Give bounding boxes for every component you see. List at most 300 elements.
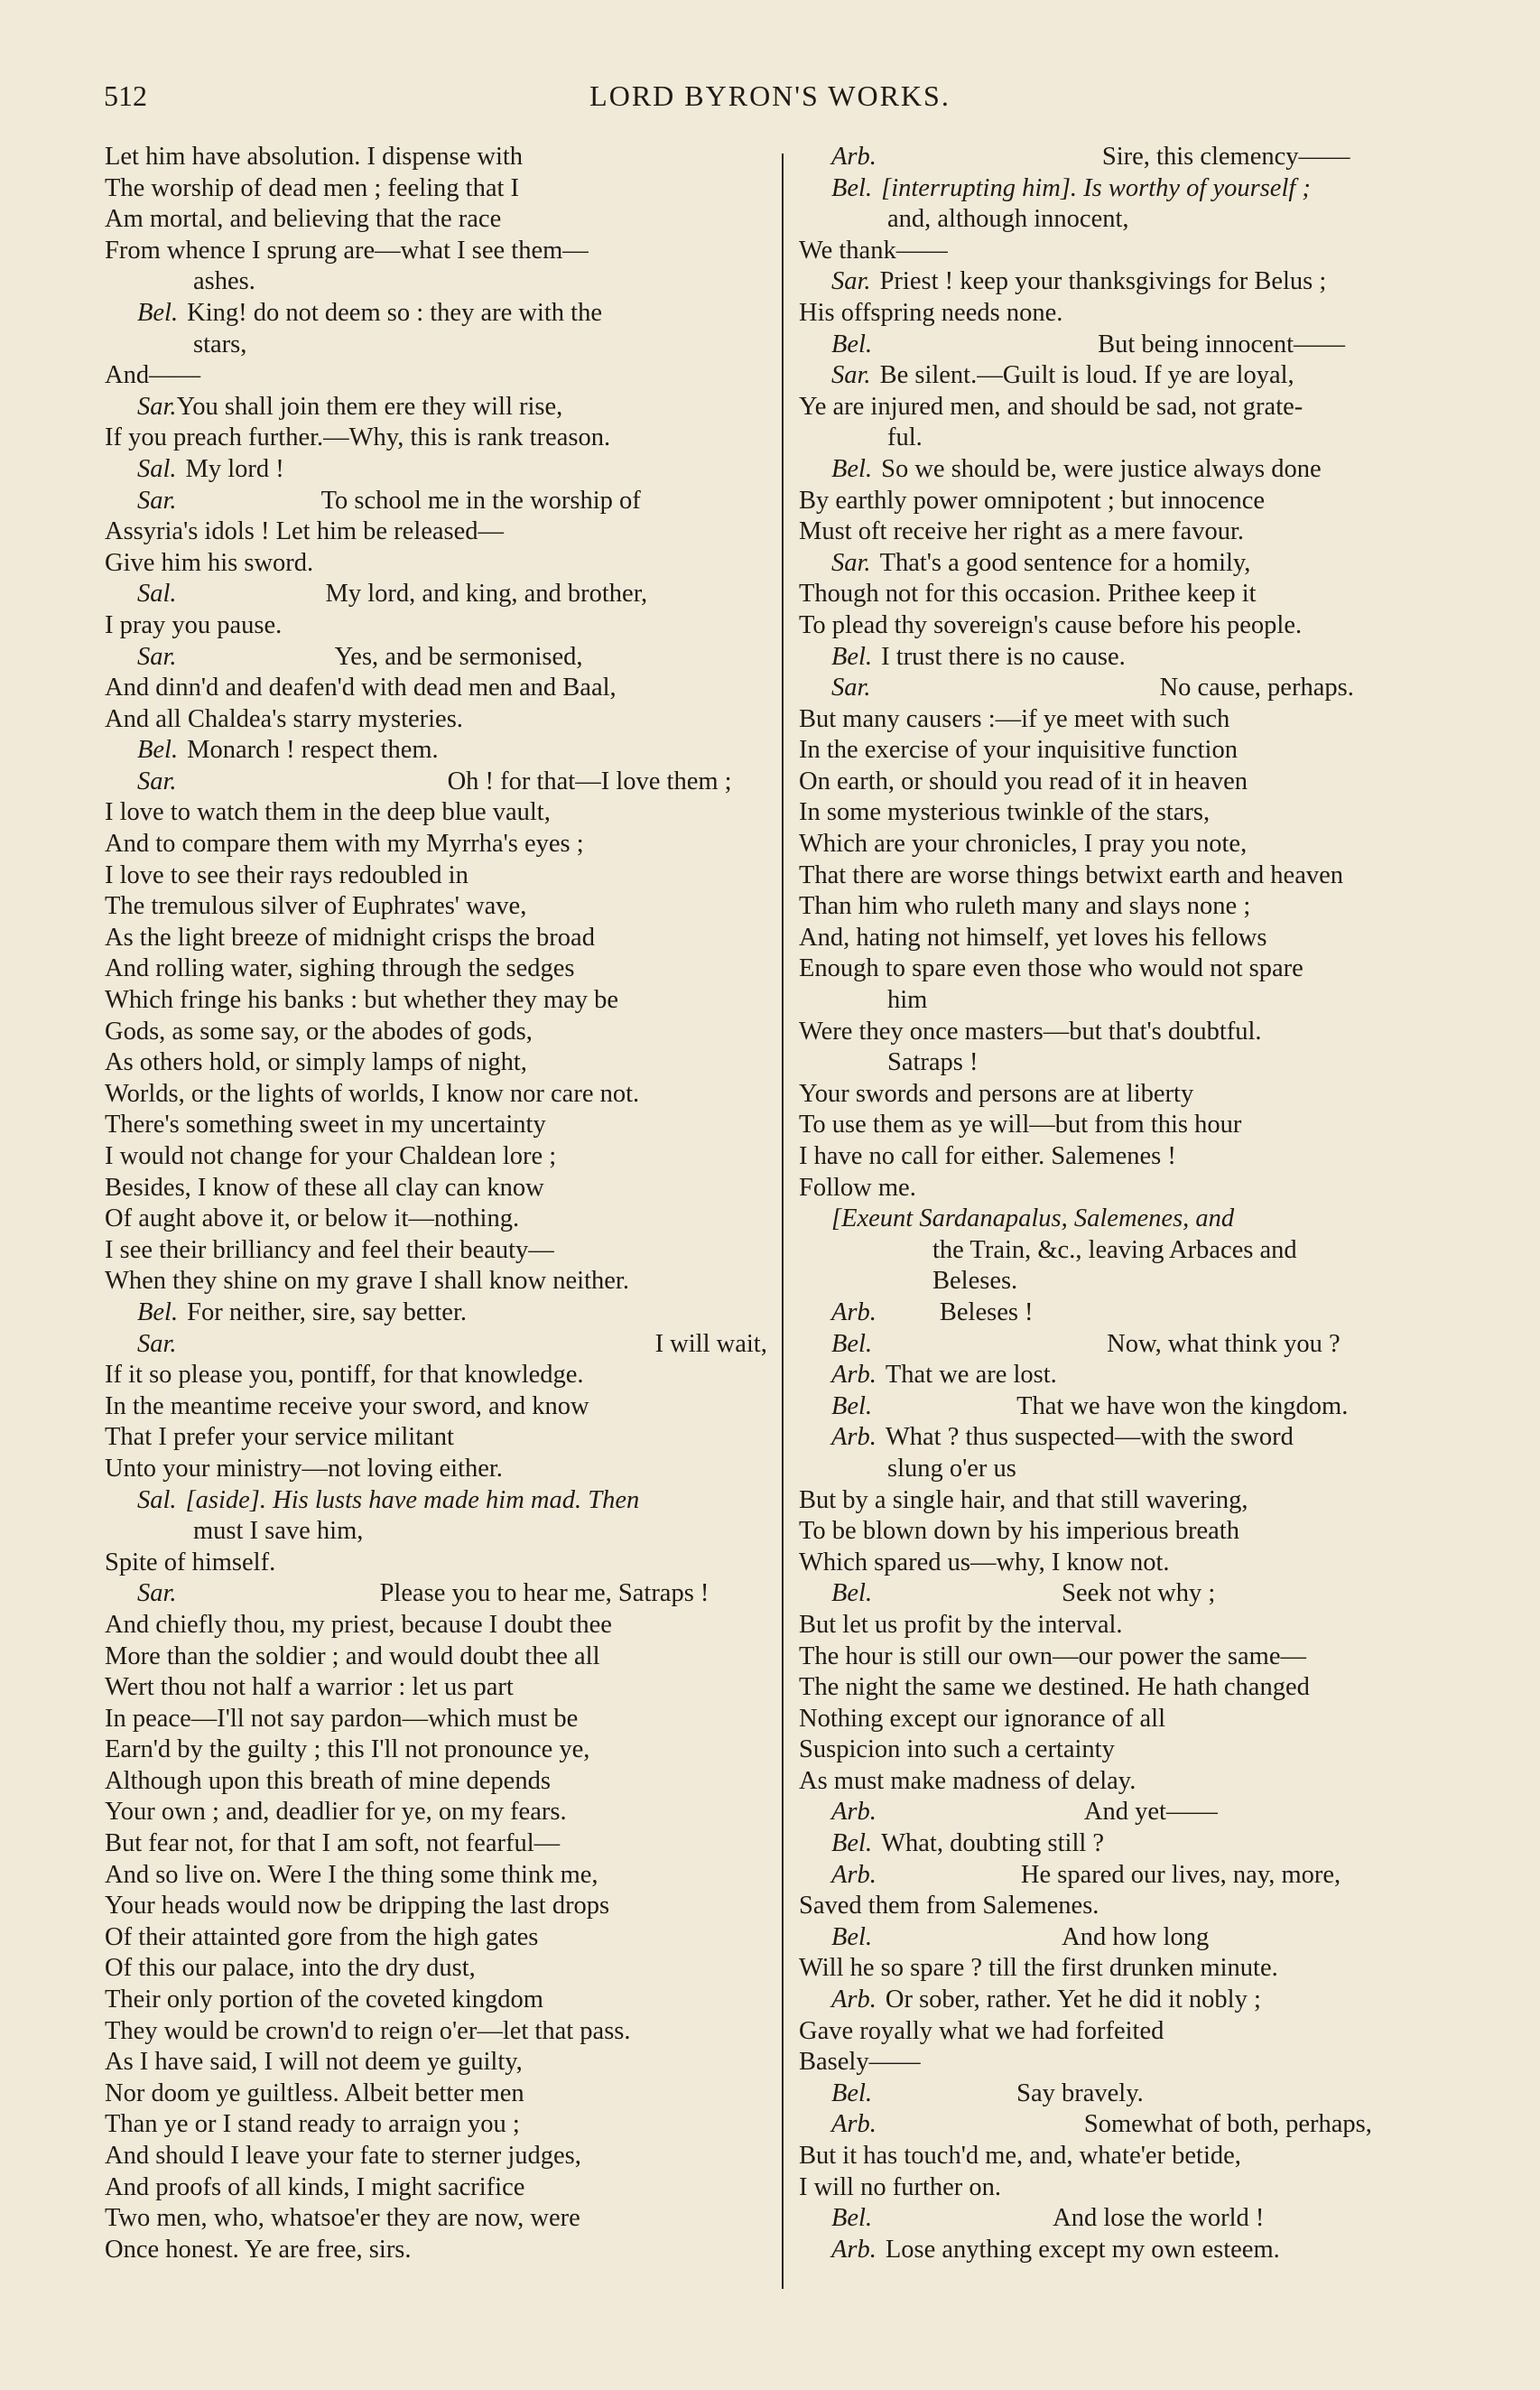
line-text: The night the same we destined. He hath changed: [799, 1673, 1310, 1702]
line-text: I see their brilliancy and feel their beauty—: [105, 1235, 554, 1264]
line-text: We thank——: [799, 236, 948, 265]
text-line: [105, 204, 775, 236]
page-number: 512: [104, 79, 147, 112]
text-line: [105, 266, 775, 298]
line-text: [interrupting him]. Is worthy of yourself ;: [881, 173, 1311, 202]
line-text: The worship of dead men ; feeling that I: [105, 173, 520, 202]
text-line: [799, 2016, 1462, 2048]
line-text: But many causers :—if ye meet with such: [799, 704, 1230, 733]
line-text: And all Chaldea's starry mysteries.: [105, 704, 463, 733]
line-text: Let him have absolution. I dispense with: [105, 143, 524, 171]
line-text: Say bravely.: [1016, 2078, 1144, 2107]
line-text: To use them as ye will—but from this hour: [799, 1111, 1242, 1139]
line-text: Of their attainted gore from the high gates: [105, 1922, 539, 1951]
text-line: [799, 2109, 1462, 2141]
line-text: Satraps !: [887, 1048, 979, 1077]
line-text: In the meantime receive your sword, and know: [105, 1391, 589, 1420]
speaker-name: Arb.: [831, 2110, 877, 2139]
line-text: ashes.: [193, 267, 255, 296]
line-text: I trust there is no cause.: [881, 642, 1126, 671]
line-text: And yet——: [1083, 1798, 1218, 1827]
line-text: Beleses !: [939, 1297, 1034, 1326]
line-text: As I have said, I will not deem ye guilty,: [105, 2048, 523, 2077]
text-line: [105, 486, 775, 517]
text-line: [799, 985, 1462, 1017]
line-text: Gave royally what we had forfeited: [799, 2016, 1164, 2045]
text-line: [799, 1828, 1462, 1860]
text-line: [105, 548, 775, 580]
speaker-name: Sar.: [137, 486, 177, 515]
line-text: The hour is still our own—our power the same—: [799, 1641, 1306, 1670]
speaker-name: Arb.: [831, 1361, 877, 1390]
speaker-name: Sar.: [831, 361, 871, 390]
line-text: As must make madness of delay.: [799, 1766, 1136, 1795]
line-text: Besides, I know of these all clay can know: [105, 1173, 544, 1202]
text-line: [799, 330, 1462, 361]
text-line: [105, 2203, 775, 2235]
line-text: [aside]. His lusts have made him mad. Then: [185, 1485, 640, 1514]
text-line: [105, 767, 775, 798]
text-line: [105, 392, 775, 423]
text-line: [799, 797, 1462, 829]
text-line: [799, 1704, 1462, 1735]
line-text: But let us profit by the interval.: [799, 1610, 1123, 1639]
text-line: [799, 298, 1462, 330]
speaker-name: Sal.: [137, 454, 177, 483]
line-text: Be silent.—Guilt is loud. If ye are loyal,: [879, 361, 1294, 390]
line-text: Saved them from Salemenes.: [799, 1892, 1099, 1920]
line-text: In some mysterious twinkle of the stars,: [799, 798, 1211, 827]
speaker-name: Sar.: [137, 642, 177, 671]
line-text: and, although innocent,: [887, 205, 1129, 234]
text-line: [105, 1548, 775, 1579]
speaker-name: Sar.: [831, 267, 871, 296]
text-line: [799, 891, 1462, 923]
line-text: More than the soldier ; and would doubt thee all: [105, 1641, 600, 1670]
line-text: Worlds, or the lights of worlds, I know nor care not.: [105, 1079, 640, 1108]
text-line: [105, 298, 775, 330]
text-line: [105, 1110, 775, 1141]
line-text: Their only portion of the coveted kingdom: [105, 1985, 543, 2014]
speaker-name: Bel.: [831, 642, 873, 671]
line-text: Must oft receive her right as a mere favour.: [799, 517, 1245, 546]
text-line: [105, 1047, 775, 1079]
line-text: So we should be, were justice always done: [881, 454, 1322, 483]
text-line: [799, 2078, 1462, 2110]
line-text: Earn'd by the guilty ; this I'll not pronounce ye,: [105, 1735, 590, 1764]
speaker-name: Bel.: [137, 1297, 179, 1326]
line-text: Once honest. Ye are free, sirs.: [105, 2235, 412, 2264]
text-line: [799, 1017, 1462, 1048]
text-line: [799, 1204, 1462, 1235]
text-line: [799, 1578, 1462, 1610]
line-text: My lord, and king, and brother,: [325, 580, 648, 609]
text-line: [799, 1329, 1462, 1361]
text-line: [105, 579, 775, 610]
line-text: Monarch ! respect them.: [187, 736, 439, 765]
line-text: Will he so spare ? till the first drunken minute.: [799, 1954, 1278, 1983]
line-text: Wert thou not half a warrior : let us part: [105, 1673, 514, 1702]
text-line: [799, 1391, 1462, 1423]
line-text: Were they once masters—but that's doubtful.: [799, 1017, 1262, 1046]
speaker-name: Arb.: [831, 1985, 877, 2014]
text-line: [799, 1610, 1462, 1641]
text-line: [799, 423, 1462, 454]
line-text: There's something sweet in my uncertainty: [105, 1111, 546, 1139]
text-line: [105, 735, 775, 767]
text-line: [799, 486, 1462, 517]
text-line: [105, 985, 775, 1017]
text-line: [105, 1672, 775, 1704]
text-line: [799, 1110, 1462, 1141]
line-text: And chiefly thou, my priest, because I doubt thee: [105, 1610, 612, 1639]
text-line: [105, 1422, 775, 1454]
line-text: And should I leave your fate to sterner judges,: [105, 2142, 581, 2170]
speaker-name: Bel.: [831, 1579, 873, 1608]
line-text: If it so please you, pontiff, for that knowledge.: [105, 1361, 584, 1390]
text-line: [105, 1578, 775, 1610]
line-text: That we have won the kingdom.: [1016, 1391, 1349, 1420]
text-line: [799, 1141, 1462, 1173]
text-line: [799, 1766, 1462, 1798]
text-line: [105, 2235, 775, 2266]
text-line: [799, 1953, 1462, 1985]
line-text: Sire, this clemency——: [1101, 143, 1350, 171]
text-line: [105, 704, 775, 736]
line-text: And so live on. Were I the thing some think me,: [105, 1860, 598, 1889]
text-line: [799, 392, 1462, 423]
line-text: My lord !: [185, 454, 284, 483]
text-line: [105, 236, 775, 267]
text-line: [105, 1266, 775, 1297]
line-text: must I save him,: [193, 1517, 364, 1546]
text-line: [799, 1079, 1462, 1111]
text-line: [105, 860, 775, 892]
text-line: [105, 953, 775, 985]
text-line: [105, 1704, 775, 1735]
line-text: Two men, who, whatsoe'er they are now, were: [105, 2204, 580, 2233]
line-text: Now, what think you ?: [1107, 1329, 1341, 1358]
speaker-name: Bel.: [831, 1329, 873, 1358]
text-line: [799, 1047, 1462, 1079]
column-divider: [782, 153, 784, 2289]
line-text: Yes, and be sermonised,: [334, 642, 583, 671]
text-line: [105, 1235, 775, 1267]
line-text: Nor doom ye guiltless. Albeit better men: [105, 2078, 524, 2107]
line-text: Of aught above it, or below it—nothing.: [105, 1204, 520, 1233]
text-line: [799, 642, 1462, 674]
text-line: [799, 1985, 1462, 2016]
line-text: Nothing except our ignorance of all: [799, 1704, 1165, 1733]
line-text: And dinn'd and deafen'd with dead men and Baal,: [105, 674, 617, 702]
speaker-name: Bel.: [831, 1829, 873, 1858]
text-line: [105, 797, 775, 829]
line-text: Which fringe his banks : but whether they may be: [105, 986, 619, 1015]
text-line: [799, 1516, 1462, 1548]
running-title: LORD BYRON'S WORKS.: [589, 79, 951, 112]
text-line: [105, 642, 775, 674]
line-text: Than ye or I stand ready to arraign you ;: [105, 2110, 520, 2139]
speaker-name: Sar.: [137, 1329, 177, 1358]
line-text: Assyria's idols ! Let him be released—: [105, 517, 505, 546]
text-line: [799, 860, 1462, 892]
line-text: Than him who ruleth many and slays none ;: [799, 892, 1251, 921]
text-line: [799, 1860, 1462, 1892]
line-text: I will no further on.: [799, 2172, 1001, 2201]
line-text: That there are worse things betwixt earth and heaven: [799, 860, 1344, 889]
speaker-name: Sar.: [831, 674, 871, 702]
line-text: That's a good sentence for a homily,: [879, 548, 1251, 577]
line-text: But by a single hair, and that still wavering,: [799, 1485, 1248, 1514]
text-line: [105, 1173, 775, 1204]
speaker-name: Bel.: [831, 454, 873, 483]
speaker-name: Bel.: [137, 736, 179, 765]
speaker-name: Bel.: [831, 1922, 873, 1951]
text-line: [105, 2078, 775, 2110]
line-text: On earth, or should you read of it in heaven: [799, 767, 1248, 795]
text-line: [799, 236, 1462, 267]
text-line: [105, 360, 775, 392]
text-line: [105, 923, 775, 954]
speaker-name: Bel.: [831, 1391, 873, 1420]
line-text: Follow me.: [799, 1173, 916, 1202]
text-line: [799, 2235, 1462, 2266]
text-line: [799, 548, 1462, 580]
line-text: Priest ! keep your thanksgivings for Belus ;: [879, 267, 1327, 296]
text-line: [105, 1017, 775, 1048]
line-text: I have no call for either. Salemenes !: [799, 1142, 1176, 1170]
line-text: As others hold, or simply lamps of night,: [105, 1048, 527, 1077]
line-text: Or sober, rather. Yet he did it nobly ;: [885, 1985, 1261, 2014]
speaker-name: Bel.: [831, 330, 873, 358]
text-line: [105, 1641, 775, 1673]
text-line: [799, 204, 1462, 236]
speaker-name: Arb.: [831, 2235, 877, 2264]
text-line: [105, 1734, 775, 1766]
line-text: I would not change for your Chaldean lore ;: [105, 1142, 557, 1170]
line-text: His offspring needs none.: [799, 298, 1063, 327]
text-line: [799, 1734, 1462, 1766]
line-text: And——: [105, 361, 201, 390]
text-line: [105, 1329, 775, 1361]
text-line: [799, 610, 1462, 642]
line-text: That I prefer your service militant: [105, 1423, 454, 1452]
line-text: And proofs of all kinds, I might sacrifice: [105, 2172, 525, 2201]
text-line: [105, 1485, 775, 1517]
line-text: When they shine on my grave I shall know neither.: [105, 1267, 629, 1296]
line-text: You shall join them ere they will rise,: [176, 392, 563, 421]
text-line: [105, 1922, 775, 1954]
text-line: [105, 2141, 775, 2172]
line-text: Give him his sword.: [105, 548, 314, 577]
line-text: Seek not why ;: [1062, 1579, 1216, 1608]
text-line: [799, 1235, 1462, 1267]
line-text: And rolling water, sighing through the sedges: [105, 954, 575, 983]
line-text: And, hating not himself, yet loves his fellows: [799, 923, 1267, 952]
line-text: Please you to hear me, Satraps !: [379, 1579, 710, 1608]
text-line: [105, 1985, 775, 2016]
text-line: [105, 1141, 775, 1173]
text-line: [799, 673, 1462, 704]
text-line: [105, 2016, 775, 2048]
line-text: Your own ; and, deadlier for ye, on my fears.: [105, 1798, 567, 1827]
text-line: [799, 1891, 1462, 1922]
speaker-name: Sar.: [137, 767, 177, 795]
speaker-name: Arb.: [831, 1297, 877, 1326]
line-text: By earthly power omnipotent ; but innocence: [799, 486, 1266, 515]
left-column: [105, 142, 775, 2265]
line-text: Spite of himself.: [105, 1548, 276, 1576]
text-line: [105, 423, 775, 454]
text-line: [105, 1828, 775, 1860]
line-text: Oh ! for that—I love them ;: [447, 767, 732, 795]
text-line: [799, 516, 1462, 548]
speaker-name: Sar.: [831, 548, 871, 577]
text-line: [105, 829, 775, 860]
line-text: I pray you pause.: [105, 610, 283, 639]
speaker-name: Bel.: [831, 173, 873, 202]
line-text: [Exeunt Sardanapalus, Salemenes, and: [831, 1204, 1235, 1233]
text-line: [799, 953, 1462, 985]
speaker-name: Arb.: [831, 143, 877, 171]
text-line: [799, 454, 1462, 486]
line-text: Which are your chronicles, I pray you note,: [799, 830, 1248, 859]
line-text: Beleses.: [932, 1267, 1018, 1296]
text-line: [105, 1766, 775, 1798]
text-line: [105, 1610, 775, 1641]
text-line: [105, 1454, 775, 1485]
text-line: [105, 1360, 775, 1391]
line-text: But it has touch'd me, and, whate'er betide,: [799, 2142, 1241, 2170]
text-line: [799, 1266, 1462, 1297]
speaker-name: Bel.: [831, 2078, 873, 2107]
text-line: [799, 1922, 1462, 1954]
speaker-name: Sal.: [137, 580, 177, 609]
speaker-name: Arb.: [831, 1798, 877, 1827]
text-line: [799, 173, 1462, 205]
speaker-name: Bel.: [831, 2204, 873, 2233]
text-line: [105, 1797, 775, 1828]
text-line: [105, 1516, 775, 1548]
text-line: [799, 1297, 1462, 1329]
line-text: To school me in the worship of: [320, 486, 641, 515]
text-line: [105, 610, 775, 642]
speaker-name: Sar.: [137, 1579, 177, 1608]
text-line: [799, 1548, 1462, 1579]
text-line: [105, 1953, 775, 1985]
text-line: [799, 1360, 1462, 1391]
line-text: the Train, &c., leaving Arbaces and: [932, 1235, 1297, 1264]
text-line: [799, 2203, 1462, 2235]
text-line: [799, 829, 1462, 860]
line-text: To be blown down by his imperious breath: [799, 1517, 1239, 1546]
text-line: [105, 173, 775, 205]
line-text: But being innocent——: [1098, 330, 1345, 358]
line-text: He spared our lives, nay, more,: [1020, 1860, 1341, 1889]
text-line: [105, 2109, 775, 2141]
text-line: [105, 1391, 775, 1423]
line-text: ful.: [887, 423, 923, 452]
text-line: [799, 579, 1462, 610]
text-line: [799, 1485, 1462, 1517]
text-line: [105, 1297, 775, 1329]
text-line: [799, 1454, 1462, 1485]
line-text: Am mortal, and believing that the race: [105, 205, 502, 234]
speaker-name: Bel.: [137, 298, 179, 327]
line-text: King! do not deem so : they are with the: [187, 298, 602, 327]
text-line: [799, 704, 1462, 736]
line-text: Enough to spare even those who would not spare: [799, 954, 1303, 983]
text-line: [799, 2172, 1462, 2204]
line-text: Your swords and persons are at liberty: [799, 1079, 1194, 1108]
line-text: The tremulous silver of Euphrates' wave,: [105, 892, 527, 921]
line-text: In peace—I'll not say pardon—which must be: [105, 1704, 579, 1733]
text-line: [799, 735, 1462, 767]
line-text: What ? thus suspected—with the sword: [885, 1423, 1294, 1452]
text-line: [799, 2141, 1462, 2172]
line-text: Though not for this occasion. Prithee keep it: [799, 580, 1257, 609]
text-line: [105, 330, 775, 361]
text-line: [105, 516, 775, 548]
text-line: [799, 767, 1462, 798]
line-text: Ye are injured men, and should be sad, not grate-: [799, 392, 1303, 421]
text-line: [799, 1797, 1462, 1828]
line-text: And to compare them with my Myrrha's eyes ;: [105, 830, 584, 859]
speaker-name: Arb.: [831, 1423, 877, 1452]
text-line: [105, 891, 775, 923]
line-text: Gods, as some say, or the abodes of gods,: [105, 1017, 533, 1046]
text-line: [799, 1641, 1462, 1673]
text-line: [105, 1204, 775, 1235]
text-line: [105, 454, 775, 486]
text-line: [799, 1422, 1462, 1454]
text-line: [105, 1891, 775, 1922]
text-line: [105, 673, 775, 704]
text-line: [799, 142, 1462, 173]
line-text: I love to see their rays redoubled in: [105, 860, 468, 889]
line-text: him: [887, 986, 928, 1015]
speaker-name: Arb.: [831, 1860, 877, 1889]
line-text: Your heads would now be dripping the last drops: [105, 1892, 610, 1920]
line-text: I love to watch them in the deep blue vault,: [105, 798, 551, 827]
line-text: They would be crown'd to reign o'er—let that pass.: [105, 2016, 631, 2045]
speaker-name: Sar.: [137, 392, 177, 421]
line-text: Basely——: [799, 2048, 921, 2077]
text-line: [105, 1860, 775, 1892]
line-text: For neither, sire, say better.: [187, 1297, 468, 1326]
line-text: And how long: [1062, 1922, 1210, 1951]
line-text: That we are lost.: [885, 1361, 1057, 1390]
text-line: [799, 1672, 1462, 1704]
line-text: To plead thy sovereign's cause before his people.: [799, 610, 1303, 639]
text-line: [799, 1173, 1462, 1204]
line-text: I will wait,: [654, 1329, 767, 1358]
line-text: Although upon this breath of mine depends: [105, 1766, 551, 1795]
line-text: From whence I sprung are—what I see them—: [105, 236, 589, 265]
text-line: [105, 2047, 775, 2078]
right-column: [799, 142, 1462, 2265]
speaker-name: Sal.: [137, 1485, 177, 1514]
text-line: [799, 266, 1462, 298]
line-text: Of this our palace, into the dry dust,: [105, 1954, 476, 1983]
text-line: [105, 1079, 775, 1111]
text-line: [105, 2172, 775, 2204]
line-text: slung o'er us: [887, 1454, 1016, 1483]
text-line: [799, 2047, 1462, 2078]
line-text: What, doubting still ?: [881, 1829, 1105, 1858]
line-text: Which spared us—why, I know not.: [799, 1548, 1170, 1576]
line-text: If you preach further.—Why, this is rank treason.: [105, 423, 611, 452]
